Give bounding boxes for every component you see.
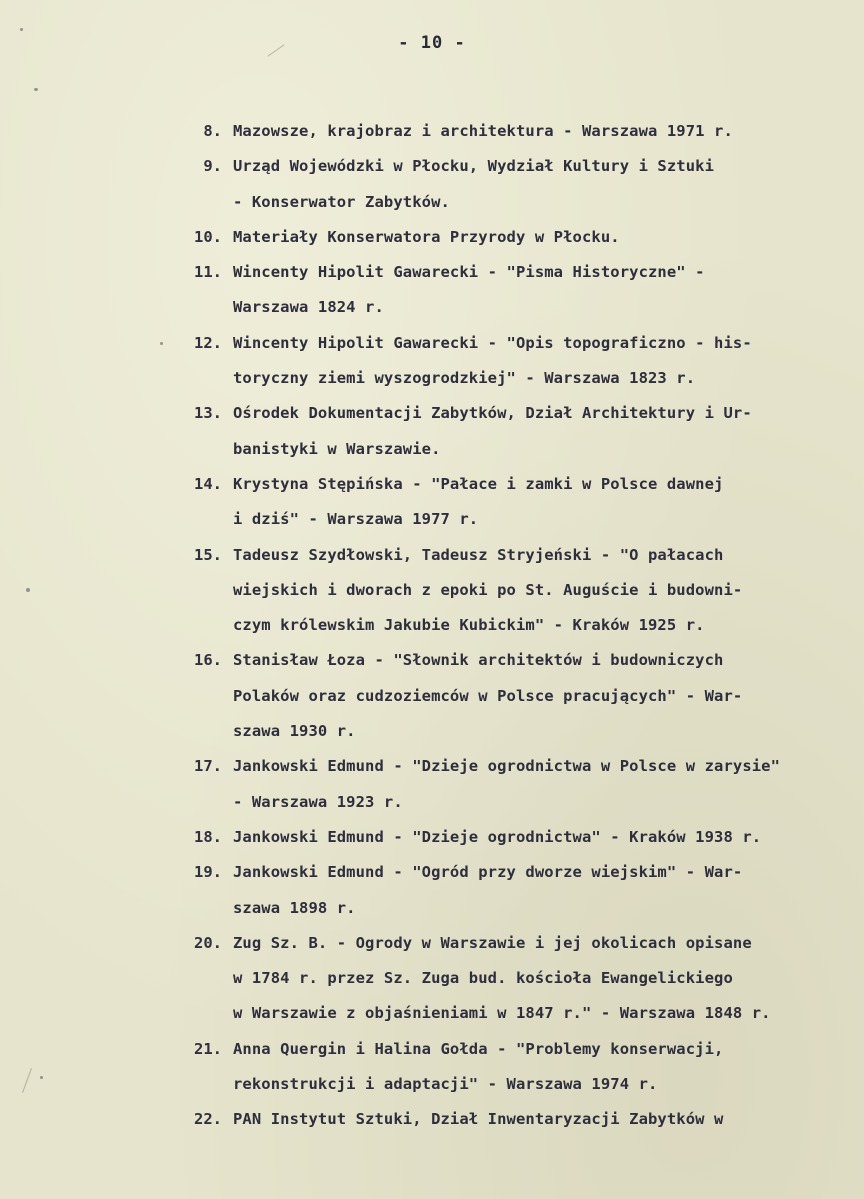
entry-text-line: Urząd Wojewódzki w Płocku, Wydział Kultury i Sztuki: [233, 157, 715, 176]
entry-text: [233, 926, 864, 1032]
entry-text-line: toryczny ziemi wyszogrodzkiej" - Warszawa 1823 r.: [233, 369, 696, 388]
bibliography-entry: [0, 1102, 864, 1137]
entry-text: [233, 643, 864, 749]
entry-text-line: - Warszawa 1923 r.: [233, 792, 403, 811]
entry-number: 17.: [194, 757, 222, 776]
entry-text-line: w Warszawie z objaśnieniami w 1847 r." - Warszawa 1848 r.: [233, 1004, 771, 1023]
entry-number: 14.: [194, 474, 222, 493]
bibliography-entry: [0, 220, 864, 255]
bibliography-entry: [0, 149, 864, 220]
bibliography-entry: [0, 255, 864, 326]
entry-text-line: Mazowsze, krajobraz i architektura - Warszawa 1971 r.: [233, 122, 733, 140]
entry-number: 18.: [194, 827, 222, 846]
entry-number: 9.: [203, 157, 222, 176]
entry-text-line: Materiały Konserwatora Przyrody w Płocku.: [233, 227, 620, 246]
entry-number: 8.: [203, 122, 222, 140]
entry-text-line: - Konserwator Zabytków.: [233, 192, 450, 211]
entry-text-line: czym królewskim Jakubie Kubickim" - Kraków 1925 r.: [233, 616, 705, 635]
entry-text-line: Jankowski Edmund - "Ogród przy dworze wiejskim" - War-: [233, 863, 743, 882]
entry-text-line: Wincenty Hipolit Gawarecki - "Opis topograficzno - his-: [233, 333, 752, 352]
entry-text: [233, 1032, 864, 1103]
entry-text: [233, 1102, 864, 1137]
bibliography-entry: [0, 1032, 864, 1103]
bibliography-entry: [0, 396, 864, 467]
bibliography-entry: [0, 926, 864, 1032]
entry-number: 12.: [194, 333, 222, 352]
entry-text-line: Tadeusz Szydłowski, Tadeusz Stryjeński - "O pałacach: [233, 545, 724, 564]
entry-text-line: szawa 1898 r.: [233, 898, 356, 917]
entry-text: [233, 220, 864, 255]
bibliography-entry: [0, 749, 864, 820]
entry-text-line: PAN Instytut Sztuki, Dział Inwentaryzacji Zabytków w: [233, 1110, 724, 1129]
entry-text-line: banistyki w Warszawie.: [233, 439, 441, 458]
bibliography-entry: [0, 820, 864, 855]
entry-number: 11.: [194, 263, 222, 282]
bibliography-entry: [0, 643, 864, 749]
paper-speck: [160, 342, 163, 345]
paper-speck: [34, 88, 38, 91]
entry-text-line: wiejskich i dworach z epoki po St. Auguście i budowni-: [233, 580, 743, 599]
entry-text: [233, 467, 864, 538]
entry-text: [233, 396, 864, 467]
entry-text-line: Jankowski Edmund - "Dzieje ogrodnictwa" - Kraków 1938 r.: [233, 827, 762, 846]
entry-number: 13.: [194, 404, 222, 423]
entry-number: 21.: [194, 1039, 222, 1058]
bibliography-entry: [0, 538, 864, 644]
bibliography-list: [0, 114, 864, 1138]
entry-text-line: i dziś" - Warszawa 1977 r.: [233, 510, 479, 529]
entry-text-line: Jankowski Edmund - "Dzieje ogrodnictwa w Polsce w zarysie": [233, 757, 781, 776]
entry-text-line: Zug Sz. B. - Ogrody w Warszawie i jej okolicach opisane: [233, 933, 752, 952]
entry-number: 22.: [194, 1110, 222, 1129]
paper-speck: [40, 1076, 43, 1079]
entry-number: 10.: [194, 227, 222, 246]
entry-text-line: Polaków oraz cudzoziemców w Polsce pracujących" - War-: [233, 686, 743, 705]
entry-text-line: Wincenty Hipolit Gawarecki - "Pisma Historyczne" -: [233, 263, 705, 282]
bibliography-entry: [0, 114, 864, 149]
bibliography-entry: [0, 855, 864, 926]
entry-text-line: Anna Quergin i Halina Gołda - "Problemy konserwacji,: [233, 1039, 724, 1058]
entry-text: [233, 538, 864, 644]
entry-text: [233, 820, 864, 855]
bibliography-entry: [0, 326, 864, 397]
entry-text-line: szawa 1930 r.: [233, 722, 356, 741]
page-number: - 10 -: [398, 33, 466, 53]
entry-number: 19.: [194, 863, 222, 882]
entry-text-line: rekonstrukcji i adaptacji" - Warszawa 1974 r.: [233, 1075, 658, 1094]
bibliography-entry: [0, 467, 864, 538]
entry-text-line: Krystyna Stępińska - "Pałace i zamki w Polsce dawnej: [233, 474, 724, 493]
entry-text-line: Warszawa 1824 r.: [233, 298, 384, 317]
entry-text-line: w 1784 r. przez Sz. Zuga bud. kościoła Ewangelickiego: [233, 969, 733, 988]
entry-text: [233, 326, 864, 397]
entry-number: 15.: [194, 545, 222, 564]
entry-text: [233, 855, 864, 926]
paper-speck: [26, 588, 30, 592]
entry-text: [233, 749, 864, 820]
paper-speck: [20, 28, 23, 31]
entry-text-line: Stanisław Łoza - "Słownik architektów i budowniczych: [233, 651, 724, 670]
entry-text-line: Ośrodek Dokumentacji Zabytków, Dział Architektury i Ur-: [233, 404, 752, 423]
entry-text: [233, 255, 864, 326]
entry-number: 16.: [194, 651, 222, 670]
entry-text: [233, 114, 864, 149]
entry-number: 20.: [194, 933, 222, 952]
entry-text: [233, 149, 864, 220]
